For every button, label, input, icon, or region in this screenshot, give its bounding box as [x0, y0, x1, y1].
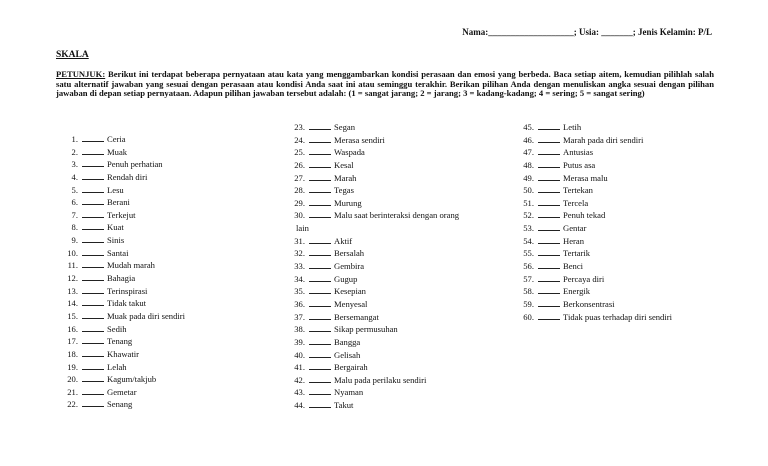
scale-item: [283, 323, 459, 336]
item-number: 20.: [67, 374, 78, 385]
item-text: Gugup: [334, 273, 358, 284]
answer-blank[interactable]: [309, 361, 331, 370]
item-text: Penuh perhatian: [107, 159, 163, 170]
item-text: Heran: [563, 235, 584, 246]
item-number: 27.: [294, 172, 305, 183]
scale-item: [512, 260, 672, 273]
item-text: Tercela: [563, 197, 589, 208]
scale-item: [56, 247, 185, 260]
scale-item: [512, 273, 672, 286]
scale-item: [512, 159, 672, 172]
item-text: Lelah: [107, 361, 127, 372]
answer-blank[interactable]: [538, 235, 560, 244]
answer-blank[interactable]: [309, 209, 331, 218]
item-number: 31.: [294, 235, 305, 246]
item-number: 35.: [294, 286, 305, 297]
item-number: 15.: [67, 310, 78, 321]
scale-item: [512, 172, 672, 185]
item-text: Santai: [107, 247, 129, 258]
answer-blank[interactable]: [538, 209, 560, 218]
item-text: Tenang: [107, 336, 133, 347]
item-number: 58.: [523, 286, 534, 297]
answer-blank[interactable]: [309, 349, 331, 358]
item-text: Bersemangat: [334, 311, 379, 322]
answer-blank[interactable]: [309, 235, 331, 244]
item-text: Terkejut: [107, 209, 136, 220]
scale-item: [56, 196, 185, 209]
item-text: Gemetar: [107, 386, 137, 397]
answer-blank[interactable]: [82, 335, 104, 344]
scale-item: [56, 184, 185, 197]
item-text: Letih: [563, 122, 582, 132]
page-title: SKALA: [56, 50, 89, 60]
scale-item: [512, 146, 672, 159]
items-column-3: [512, 121, 672, 323]
scale-item: [283, 184, 459, 197]
scale-item: [512, 285, 672, 298]
answer-blank[interactable]: [82, 373, 104, 382]
item-number: 53.: [523, 223, 534, 234]
item-text: Nyaman: [334, 387, 364, 398]
answer-blank[interactable]: [82, 171, 104, 180]
answer-blank[interactable]: [82, 272, 104, 281]
items-column-2: [283, 121, 459, 412]
item-number: 4.: [71, 171, 78, 182]
answer-blank[interactable]: [309, 399, 331, 408]
scale-item: [56, 133, 185, 146]
item-number: 55.: [523, 248, 534, 259]
answer-blank[interactable]: [309, 386, 331, 395]
answer-blank[interactable]: [309, 336, 331, 345]
item-text: Segan: [334, 122, 356, 132]
answer-blank[interactable]: [538, 273, 560, 282]
item-number: 51.: [523, 197, 534, 208]
scale-item: [56, 335, 185, 348]
answer-blank[interactable]: [82, 247, 104, 256]
item-text: Khawatir: [107, 348, 139, 359]
instruction-text: Berikut ini terdapat beberapa pernyataan atau kata yang menggambarkan kondisi perasaan dan emosi yang berbeda. Baca setiap aitem, kemudian pilihlah salah satu alternatif jawaban yang sesuai dengan perasaan atau kondisi Anda saat ini atau seminggu terakhir. Berikan pilihan Anda dengan menuliskan angka sesuai dengan pilihan jawaban di depan setiap pernyataan. Adapun pilihan jawaban tersebut adalah: (1 = sangat jarang; 2 = jarang; 3 = kadang-kadang; 4 = sering; 5 = sangat sering): [56, 69, 714, 99]
item-text: Marah: [334, 172, 357, 183]
item-number: 37.: [294, 311, 305, 322]
scale-item: [512, 184, 672, 197]
scale-item: [283, 235, 459, 248]
item-number: 17.: [67, 336, 78, 347]
answer-blank[interactable]: [309, 146, 331, 155]
answer-blank[interactable]: [538, 146, 560, 155]
scale-item: [283, 285, 459, 298]
scale-item: [283, 172, 459, 185]
scale-item: [283, 209, 459, 222]
item-number: 25.: [294, 147, 305, 158]
item-number: 32.: [294, 248, 305, 259]
answer-blank[interactable]: [309, 197, 331, 206]
scale-item: [283, 336, 459, 349]
scale-item: [283, 361, 459, 374]
scale-item: [56, 259, 185, 272]
item-number: 39.: [294, 336, 305, 347]
item-text: Kesepian: [334, 286, 366, 297]
item-number: 45.: [523, 122, 534, 132]
item-text: Gentar: [563, 223, 587, 234]
item-text: Merasa malu: [563, 172, 608, 183]
answer-blank[interactable]: [309, 323, 331, 332]
item-text: Takut: [334, 400, 354, 411]
item-number: 24.: [294, 134, 305, 145]
scale-item: [56, 272, 185, 285]
scale-item: [283, 159, 459, 172]
scale-item: [512, 134, 672, 147]
answer-blank[interactable]: [309, 273, 331, 282]
item-text: Berani: [107, 197, 130, 208]
item-number: 6.: [71, 197, 78, 208]
scale-item: [283, 399, 459, 412]
instruction-paragraph: [56, 70, 714, 99]
answer-blank[interactable]: [309, 121, 331, 130]
item-number: 2.: [71, 146, 78, 157]
item-number: 50.: [523, 185, 534, 196]
item-number: 1.: [71, 134, 78, 144]
item-number: 54.: [523, 235, 534, 246]
scale-item: [283, 247, 459, 260]
item-text: Tertekan: [563, 185, 593, 196]
item-text: Kagum/takjub: [107, 374, 157, 385]
item-text: Bangga: [334, 336, 361, 347]
answer-blank[interactable]: [538, 260, 560, 269]
item-number: 41.: [294, 362, 305, 373]
item-text: Putus asa: [563, 159, 596, 170]
item-number: 9.: [71, 235, 78, 246]
item-text: Murung: [334, 197, 362, 208]
item-number: 3.: [71, 159, 78, 170]
item-text: Terinspirasi: [107, 285, 148, 296]
item-number: 57.: [523, 273, 534, 284]
item-text: lain: [296, 223, 309, 234]
item-text: Sedih: [107, 323, 127, 334]
item-text: Sikap permusuhan: [334, 324, 398, 335]
item-text: Senang: [107, 399, 133, 410]
item-number: 49.: [523, 172, 534, 183]
item-number: 60.: [523, 311, 534, 322]
item-text: Antusias: [563, 147, 594, 158]
items-column-1: [56, 133, 185, 411]
answer-blank[interactable]: [82, 398, 104, 407]
answer-blank[interactable]: [309, 298, 331, 307]
item-number: 8.: [71, 222, 78, 233]
answer-blank[interactable]: [309, 247, 331, 256]
scale-item: [56, 234, 185, 247]
answer-blank[interactable]: [538, 222, 560, 231]
answer-blank[interactable]: [82, 146, 104, 155]
answer-blank[interactable]: [309, 134, 331, 143]
answer-blank[interactable]: [82, 184, 104, 193]
item-text: Tertarik: [563, 248, 591, 259]
item-text: Bergairah: [334, 362, 368, 373]
item-number: 16.: [67, 323, 78, 334]
answer-blank[interactable]: [82, 310, 104, 319]
scale-item: [512, 235, 672, 248]
scale-item: [56, 297, 185, 310]
item-number: 36.: [294, 298, 305, 309]
answer-blank[interactable]: [538, 121, 560, 130]
item-text: Benci: [563, 261, 584, 272]
item-number: 48.: [523, 159, 534, 170]
item-number: 43.: [294, 387, 305, 398]
item-text: Penuh tekad: [563, 210, 606, 221]
item-number: 23.: [294, 122, 305, 132]
item-text: Merasa sendiri: [334, 134, 385, 145]
item-text: Gembira: [334, 261, 365, 272]
answer-blank[interactable]: [82, 348, 104, 357]
answer-blank[interactable]: [538, 298, 560, 307]
item-number: 18.: [67, 348, 78, 359]
item-number: 40.: [294, 349, 305, 360]
scale-item: [56, 373, 185, 386]
answer-blank[interactable]: [82, 386, 104, 395]
answer-blank[interactable]: [309, 260, 331, 269]
answer-blank[interactable]: [82, 196, 104, 205]
answer-blank[interactable]: [309, 172, 331, 181]
item-text: Ceria: [107, 134, 126, 144]
item-number: 10.: [67, 247, 78, 258]
item-number: 38.: [294, 324, 305, 335]
item-text: Aktif: [334, 235, 353, 246]
answer-blank[interactable]: [538, 247, 560, 256]
item-text: Lesu: [107, 184, 124, 195]
item-text: Muak: [107, 146, 128, 157]
answer-blank[interactable]: [82, 297, 104, 306]
answer-blank[interactable]: [538, 285, 560, 294]
scale-item: [56, 398, 185, 411]
item-number: 7.: [71, 209, 78, 220]
scale-item: [512, 121, 672, 134]
answer-blank[interactable]: [309, 285, 331, 294]
answer-blank[interactable]: [538, 184, 560, 193]
answer-blank[interactable]: [82, 361, 104, 370]
instruction-label: PETUNJUK:: [56, 69, 106, 79]
item-text: Malu saat berinteraksi dengan orang: [334, 210, 460, 221]
scale-item: [283, 134, 459, 147]
item-text: Mudah marah: [107, 260, 155, 271]
item-text: Kesal: [334, 159, 354, 170]
scale-item: [56, 323, 185, 336]
item-number: 19.: [67, 361, 78, 372]
answer-blank[interactable]: [538, 311, 560, 320]
scale-item: [283, 222, 459, 235]
answer-blank[interactable]: [309, 374, 331, 383]
scale-item: [283, 273, 459, 286]
scale-item: [283, 146, 459, 159]
answer-blank[interactable]: [82, 259, 104, 268]
answer-blank[interactable]: [538, 134, 560, 143]
scale-item: [283, 374, 459, 387]
answer-blank[interactable]: [538, 159, 560, 168]
respondent-info-line: Nama:___________________; Usia: _______; Jenis Kelamin: P/L: [462, 27, 712, 37]
item-text: Tegas: [334, 185, 354, 196]
item-number: 33.: [294, 261, 305, 272]
item-number: 14.: [67, 298, 78, 309]
item-text: Sinis: [107, 235, 125, 246]
scale-item: [283, 349, 459, 362]
item-number: 13.: [67, 285, 78, 296]
scale-item: [512, 197, 672, 210]
scale-item: [56, 361, 185, 374]
item-text: Energik: [563, 286, 591, 297]
scale-item: [512, 311, 672, 324]
scale-item: [56, 209, 185, 222]
item-text: Percaya diri: [563, 273, 605, 284]
item-number: 22.: [67, 399, 78, 410]
scale-item: [283, 260, 459, 273]
item-text: Bahagia: [107, 273, 136, 284]
item-text: Berkonsentrasi: [563, 298, 615, 309]
scale-item: [283, 197, 459, 210]
answer-blank[interactable]: [309, 311, 331, 320]
item-text: Rendah diri: [107, 171, 148, 182]
item-number: 42.: [294, 374, 305, 385]
item-number: 47.: [523, 147, 534, 158]
scale-item: [283, 298, 459, 311]
scale-item: [56, 158, 185, 171]
scale-item: [56, 146, 185, 159]
item-text: Muak pada diri sendiri: [107, 310, 186, 321]
answer-blank[interactable]: [309, 159, 331, 168]
item-number: 30.: [294, 210, 305, 221]
item-text: Menyesal: [334, 298, 368, 309]
answer-blank[interactable]: [82, 158, 104, 167]
item-number: 34.: [294, 273, 305, 284]
item-number: 11.: [67, 260, 78, 271]
item-text: Tidak puas terhadap diri sendiri: [563, 311, 672, 322]
answer-blank[interactable]: [538, 172, 560, 181]
scale-item: [512, 209, 672, 222]
scale-item: [283, 121, 459, 134]
answer-blank[interactable]: [538, 197, 560, 206]
scale-item: [512, 222, 672, 235]
scale-item: [56, 386, 185, 399]
item-number: 52.: [523, 210, 534, 221]
scale-item: [283, 311, 459, 324]
item-number: 21.: [67, 386, 78, 397]
item-number: 56.: [523, 261, 534, 272]
answer-blank[interactable]: [82, 285, 104, 294]
answer-blank[interactable]: [82, 133, 104, 142]
item-text: Tidak takut: [107, 298, 147, 309]
scale-item: [56, 171, 185, 184]
item-number: 28.: [294, 185, 305, 196]
scale-item: [283, 386, 459, 399]
answer-blank[interactable]: [309, 184, 331, 193]
item-text: Malu pada perilaku sendiri: [334, 374, 427, 385]
scale-item: [56, 348, 185, 361]
scale-item: [512, 247, 672, 260]
answer-blank[interactable]: [82, 323, 104, 332]
item-text: Bersalah: [334, 248, 365, 259]
item-number: 12.: [67, 273, 78, 284]
item-number: 26.: [294, 159, 305, 170]
scale-item: [56, 221, 185, 234]
scale-item: [512, 298, 672, 311]
item-text: Waspada: [334, 147, 365, 158]
answer-blank[interactable]: [82, 221, 104, 230]
item-number: 44.: [294, 400, 305, 411]
item-number: 46.: [523, 134, 534, 145]
answer-blank[interactable]: [82, 234, 104, 243]
scale-item: [56, 285, 185, 298]
item-number: 5.: [71, 184, 78, 195]
item-number: 29.: [294, 197, 305, 208]
scale-item: [56, 310, 185, 323]
item-text: Marah pada diri sendiri: [563, 134, 644, 145]
item-text: Gelisah: [334, 349, 361, 360]
item-text: Kuat: [107, 222, 124, 233]
item-number: 59.: [523, 298, 534, 309]
answer-blank[interactable]: [82, 209, 104, 218]
